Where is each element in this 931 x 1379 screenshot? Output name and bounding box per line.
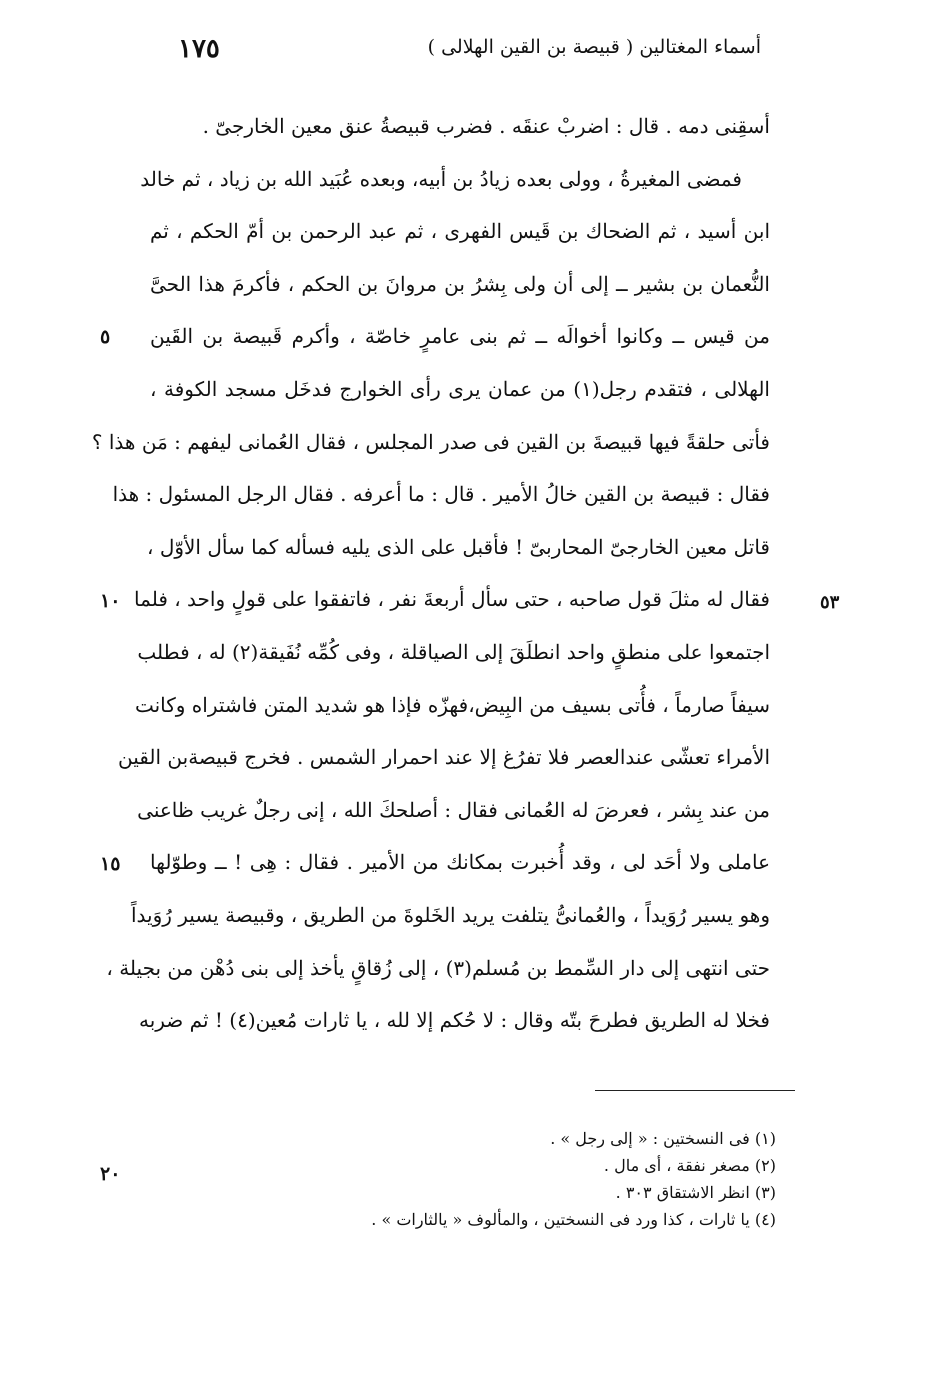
footnote: (٢) مصغر نفقة ، أى مال . bbox=[603, 1156, 776, 1175]
body-line: فقال له مثلَ قول صاحبه ، حتى سأل أربعةَ نفر ، فاتفقوا على قولٍ واحد ، فلما bbox=[134, 587, 770, 612]
body-line: فمضى المغيرةُ ، وولى بعده زيادُ بن أبيه، وبعده عُبَيد الله بن زياد ، ثم خالد bbox=[140, 166, 742, 191]
line-number: ٢٠ bbox=[100, 1163, 121, 1185]
body-line: قاتل معين الخارجىّ المحاربىّ ! فأقبل على الذى يليه فسأله كما سأل الأوّل ، bbox=[147, 534, 770, 559]
body-line: عاملى ولا أحَد لى ، وقد أُخبرت بمكانك من الأمير . فقال : هِى ! ــ وطوّلها bbox=[150, 850, 770, 875]
body-line: حتى انتهى إلى دار السِّمط بن مُسلم(٣) ، إلى زُقاقٍ يأخذ إلى بنى دُهْن من بجيلة ، bbox=[106, 955, 770, 980]
body-line: النُّعمان بن بشير ــ إلى أن ولى بِشرُ بن مروانَ بن الحكم ، فأكرمَ هذا الحىَّ bbox=[150, 271, 770, 296]
body-line: من قيس ــ وكانوا أخوالَه ــ ثم بنى عامرٍ خاصّة ، وأكرم قَبيصة بن القَين bbox=[150, 324, 770, 349]
footnotes bbox=[136, 1125, 776, 1233]
body-line: أسقِنى دمه . قال : اضربْ عنقَه . فضرب قبيصةُ عنق معين الخارجىّ . bbox=[202, 114, 770, 138]
footnote-divider bbox=[595, 1090, 795, 1091]
footnote: (٤) يا ثارات ، كذا ورد فى النسختين ، والمألوف « يالثارات » . bbox=[371, 1210, 776, 1229]
margin-page-note: ٥٣ bbox=[820, 592, 840, 613]
body-line: ابن أسيد ، ثم الضحاك بن قَيس الفهرى ، ثم عبد الرحمن بن أمّ الحكم ، ثم bbox=[150, 219, 770, 244]
body-line: وهو يسير رُوَيداً ، والعُمانىُّ يتلفت يريد الخَلوةَ من الطريق ، وقبيصة يسير رُوَيداً bbox=[130, 902, 770, 927]
body-line: فقال : قبيصة بن القين خالُ الأمير . قال : ما أعرفه . فقال الرجل المسئول : هذا bbox=[112, 482, 770, 507]
body-line: فأتى حلقةً فيها قبيصةَ بن القين فى صدر المجلس ، فقال العُمانى ليفهم : مَن هذا ؟ bbox=[91, 429, 770, 454]
line-number: ١٥ bbox=[100, 853, 121, 875]
running-title: أسماء المغتالين ( قبيصة بن القين الهلالى ) bbox=[427, 36, 761, 58]
body-line: سيفاً صارماً ، فأُتى بسيف من البِيض،فهزّه فإذا هو شديد المتن فاشتراه وكانت bbox=[134, 692, 770, 717]
page-number: ١٧٥ bbox=[178, 34, 220, 64]
line-number: ١٠ bbox=[100, 590, 121, 612]
page-header bbox=[0, 30, 931, 70]
body-line: الأمراء تعشّى عندالعصر فلا تفرُغ إلا عند احمرار الشمس . فخرج قبيصةبن القين bbox=[118, 745, 770, 770]
line-number: ٥ bbox=[100, 326, 111, 348]
body-line: اجتمعوا على منطقٍ واحد انطلَقَ إلى الصياقلة ، وفى كُمِّه نُفَيقة(٢) له ، فطلب bbox=[137, 639, 770, 664]
body-line: الهلالى ، فتقدم رجل(١) من عمان يرى رأى الخوارج فدخَل مسجد الكوفة ، bbox=[150, 376, 770, 401]
footnote: (١) فى النسختين : « إلى رجل » . bbox=[550, 1129, 776, 1148]
footnote: (٣) انظر الاشتقاق ٣٠٣ . bbox=[615, 1183, 776, 1202]
body-line: فخلا له الطريق فطرحَ بتّه وقال : لا حُكم إلا لله ، يا ثارات مُعين(٤) ! ثم ضربه bbox=[138, 1008, 770, 1033]
body-line: من عند بِشر ، فعرضَ له العُمانى فقال : أصلحكَ الله ، إنى رجلٌ غريب ظاعنى bbox=[137, 797, 770, 822]
